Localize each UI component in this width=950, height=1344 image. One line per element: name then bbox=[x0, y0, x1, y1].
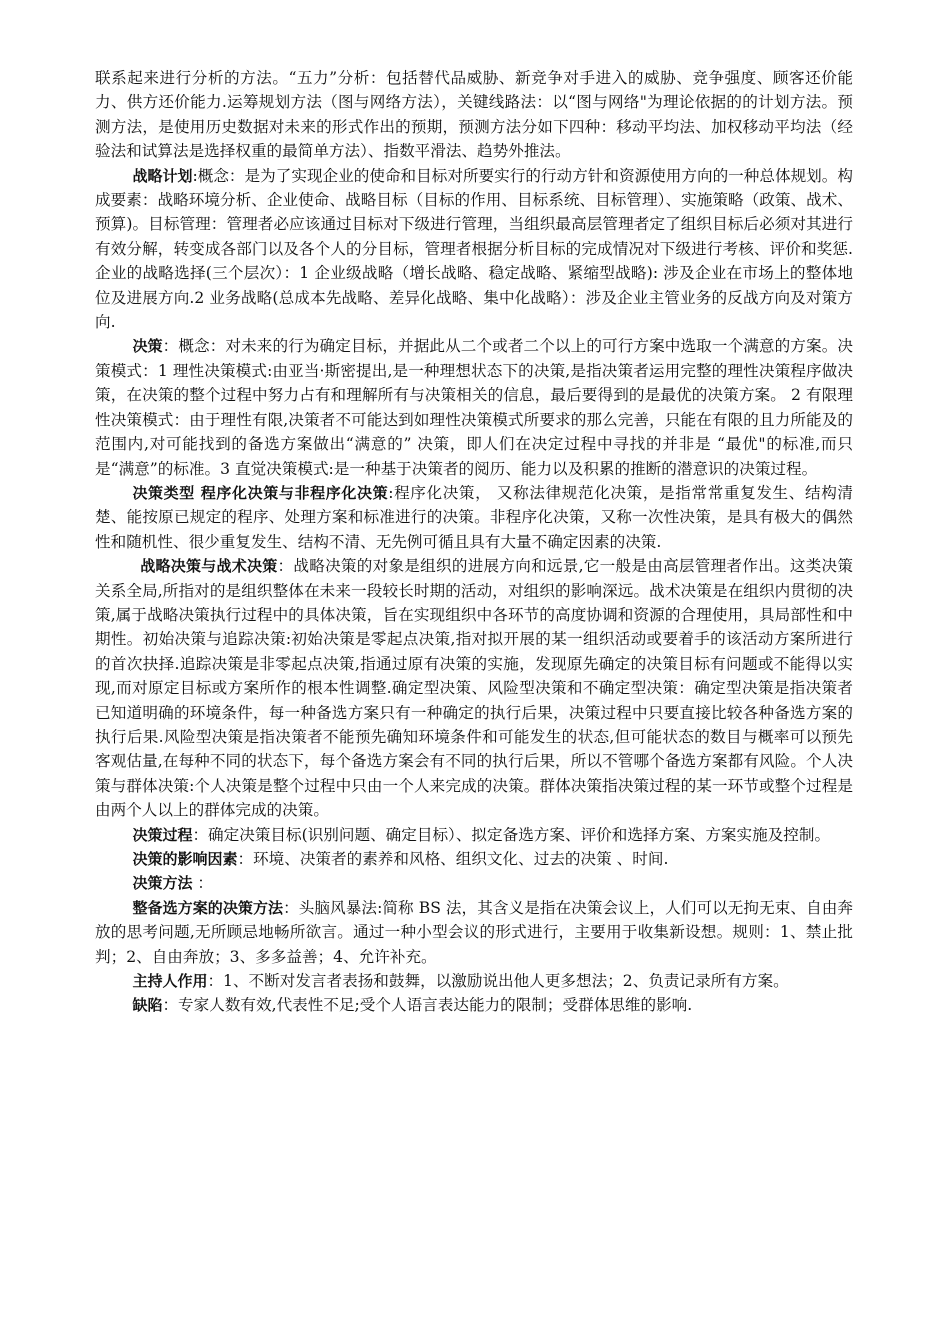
paragraph-text: ：专家人数有效,代表性不足;受个人语言表达能力的限制；受群体思维的影响. bbox=[162, 996, 693, 1015]
term-decision-process: 决策过程 bbox=[132, 825, 193, 844]
paragraph-text: ：环境、决策者的素养和风格、组织文化、过去的决策 、时间. bbox=[237, 850, 669, 868]
paragraph-decision-types bbox=[95, 481, 853, 554]
paragraph-text: ：头脑风暴法:简称 BS 法，其含义是指在决策会议上，人们可以无拘无束、自由奔放的思考问题,无所顾忌地畅所欲言。通过一种小型会议的形式进行，主要用于收集新设想。规则：1、禁止批判；2、自由奔放；3、多多益善；4、允许补充。 bbox=[95, 898, 853, 966]
document-page bbox=[95, 66, 853, 1018]
term-brainstorming: 整备选方案的决策方法 bbox=[132, 898, 284, 917]
paragraph-decision-process bbox=[95, 823, 853, 847]
term-decision: 决策 bbox=[132, 337, 163, 356]
paragraph-strategic-plan bbox=[95, 164, 853, 335]
paragraph-text: ：概念：对未来的行为确定目标，并据此从二个或者二个以上的可行方案中选取一个满意的方案。决策模式：1 理性决策模式:由亚当·斯密提出,是一种理想状态下的决策,是指决策者运用完整的理性决策程序做决策，在决策的整个过程中努力占有和理解所有与决策相关的信息，最后要得到的是最优的决策方案。 2 有限理性决策模式：由于理性有限,决策者不可能达到如理性决策模式所要求的那么完善，只能在有限的且力所能及的范围内,对可能找到的备选方案做出“满意的” 决策，即人们在决定过程中寻找的并非是 “最优"的标准,而只是“满意”的标准。3 直觉决策模式:是一种基于决策者的阅历、能力以及积累的推断的潜意识的决策过程。 bbox=[95, 337, 853, 478]
paragraph-decision-methods bbox=[95, 871, 853, 895]
paragraph-text: :程序化决策， 又称法律规范化决策，是指常常重复发生、结构清楚、能按原已规定的程序、处理方案和标准进行的决策。非程序化决策，又称一次性决策，是具有极大的偶然性和随机性、很少重复发生、结构不清、无先例可循且具有大量不确定因素的决策. bbox=[95, 483, 853, 551]
term-decision-types: 决策类型 程序化决策与非程序化决策 bbox=[132, 483, 389, 502]
paragraph-influence-factors bbox=[95, 847, 853, 871]
paragraph-decision bbox=[95, 334, 853, 480]
term-decision-methods: 决策方法 bbox=[132, 874, 193, 893]
paragraph-strategic-tactical bbox=[95, 554, 853, 822]
term-defects: 缺陷 bbox=[132, 996, 163, 1015]
paragraph-text: ：战略决策的对象是组织的进展方向和远景,它一般是由高层管理者作出。这类决策关系全局,所指对的是组织整体在未来一段较长时期的活动，对组织的影响深远。战术决策是在组织内贯彻的决策,属于战略决策执行过程中的具体决策，旨在实现组织中各环节的高度协调和资源的合理使用，具局部性和中期性。初始决策与追踪决策:初始决策是零起点决策,指对拟开展的某一组织活动或要着手的该活动方案所进行的首次抉择.追踪决策是非零起点决策,指通过原有决策的实施，发现原先确定的决策目标有问题或不能得以实现,而对原定目标或方案所作的根本性调整.确定型决策、风险型决策和不确定型决策：确定型决策是指决策者已知道明确的环境条件，每一种备选方案只有一种确定的执行后果，决策过程中只要直接比较各种备选方案的执行后果.风险型决策是指决策者不能预先确知环境条件和可能发生的状态,但可能状态的数目与概率可以预先客观估量,在每种不同的状态下，每个备选方案会有不同的执行后果，所以不管哪个备选方案都有风险。个人决策与群体决策:个人决策是整个过程中只由一个人来完成的决策。群体决策指决策过程的某一环节或整个过程是由两个人以上的群体完成的决策。 bbox=[95, 557, 853, 820]
paragraph-host-role bbox=[95, 969, 853, 993]
paragraph-text: 联系起来进行分析的方法。“五力”分析：包括替代品威胁、新竞争对手进入的威胁、竞争强度、顾客还价能力、供方还价能力.运筹规划方法（图与网络方法），关键线路法：以“图与网络"为理论依据的的计划方法。预测方法，是使用历史数据对未来的形式作出的预期，预测方法分如下四种：移动平均法、加权移动平均法（经验法和试算法是选择权重的最简单方法）、指数平滑法、趋势外推法。 bbox=[95, 69, 853, 161]
paragraph-brainstorming bbox=[95, 896, 853, 969]
paragraph-defects bbox=[95, 993, 853, 1017]
paragraph-text: :概念：是为了实现企业的使命和目标对所要实行的行动方针和资源使用方向的一种总体规划。构成要素：战略环境分析、企业使命、战略目标（目标的作用、目标系统、目标管理）、实施策略（政策、战术、预算)。目标管理：管理者必应该通过目标对下级进行管理，当组织最高层管理者定了组织目标后必须对其进行有效分解，转变成各部门以及各个人的分目标，管理者根据分析目标的完成情况对下级进行考核、评价和奖惩.企业的战略选择(三个层次）：1 企业级战略（增长战略、稳定战略、紧缩型战略): 涉及企业在市场上的整体地位及进展方向.2 业务战略(总成本先战略、差异化战略、集中化战略）：涉及企业主管业务的反战方向及对策方向. bbox=[95, 166, 853, 332]
term-strategic-plan: 战略计划 bbox=[132, 166, 193, 185]
paragraph-analysis-methods bbox=[95, 66, 853, 164]
term-influence-factors: 决策的影响因素 bbox=[132, 850, 238, 868]
paragraph-text: ：1、不断对发言者表扬和鼓舞，以激励说出他人更多想法；2、负责记录所有方案。 bbox=[207, 972, 789, 991]
paragraph-text: ：确定决策目标(识别问题、确定目标）、拟定备选方案、评价和选择方案、方案实施及控制。 bbox=[192, 825, 831, 844]
term-host-role: 主持人作用 bbox=[132, 972, 208, 991]
paragraph-text: ： bbox=[192, 874, 214, 893]
term-strategic-tactical: 战略决策与战术决策 bbox=[140, 557, 278, 576]
